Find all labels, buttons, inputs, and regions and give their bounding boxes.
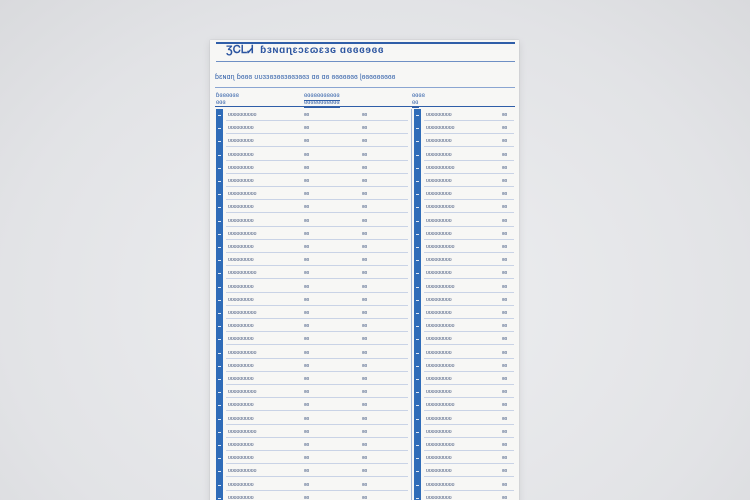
- left-table-row-name: ʊʊʊʊʊʊʊʊʊʊ: [228, 428, 257, 435]
- left-table-row-value-a: ɞɞ: [304, 310, 310, 316]
- stripe-tick: [416, 419, 419, 420]
- right-table-row-value: ɞɞ: [502, 349, 508, 356]
- right-table-row-value: ɞɞ: [502, 257, 508, 264]
- left-table-row-name: ʊʊʊʊʊʊʊʊʊ: [228, 455, 254, 462]
- left-table-row-value-a: ɞɞ: [304, 270, 310, 277]
- right-table-row-rule: [424, 120, 514, 121]
- right-table-row-name: ʊʊʊʊʊʊʊʊʊ: [426, 191, 452, 198]
- left-table-header-name: ɓɞɞɞɞɞɞ: [216, 93, 240, 99]
- right-table-header: ɞɞɞɞ: [412, 93, 425, 99]
- stripe-tick: [218, 207, 221, 208]
- stripe-tick: [416, 115, 419, 116]
- right-table-row-rule: [424, 344, 514, 345]
- right-table-row-rule: [424, 371, 514, 372]
- right-table-row-value: ɞɞ: [502, 217, 508, 224]
- left-table-row-value-b: ɞɞ: [362, 230, 368, 237]
- stripe-tick: [416, 207, 419, 208]
- left-table-row-value-a: ɞɞ: [304, 468, 310, 475]
- left-table-row-value-b: ɞɞ: [362, 178, 368, 184]
- left-table-row-name: ʊʊʊʊʊʊʊʊʊ: [228, 481, 254, 488]
- right-table-row-name: ʊʊʊʊʊʊʊʊʊ: [426, 178, 452, 184]
- left-table-row-value-b: ɞɞ: [362, 138, 368, 145]
- left-table-row-rule: [226, 344, 408, 345]
- document-title: [226, 45, 384, 56]
- left-table-row-name: ʊʊʊʊʊʊʊʊʊ: [228, 323, 254, 330]
- stripe-tick: [416, 247, 419, 248]
- left-table-row-name: ʊʊʊʊʊʊʊʊʊʊ: [228, 270, 257, 277]
- left-table-row-name: ʊʊʊʊʊʊʊʊʊ: [228, 376, 254, 382]
- right-table-subheader: ɞɞ: [412, 100, 419, 106]
- right-table-row-name: ʊʊʊʊʊʊʊʊʊʊ: [426, 481, 455, 488]
- right-table-row-value: ɞɞ: [502, 468, 508, 475]
- right-table-row-value: ɞɞ: [502, 296, 508, 303]
- stripe-tick: [416, 432, 419, 433]
- left-table-row-value-a: ɞɞ: [304, 164, 310, 171]
- left-table-row-name: ʊʊʊʊʊʊʊʊʊ: [228, 204, 254, 211]
- stripe-tick: [416, 458, 419, 459]
- header-rule: [215, 106, 515, 107]
- left-table-row-value-a: ɞɞ: [304, 402, 310, 409]
- stripe-tick: [416, 273, 419, 274]
- stripe-tick: [218, 287, 221, 288]
- left-table-row-value-a: ɞɞ: [304, 191, 310, 198]
- left-table-row-value-b: ɞɞ: [362, 217, 368, 224]
- left-table-row-rule: [226, 120, 408, 121]
- right-table-row-name: ʊʊʊʊʊʊʊʊʊ: [426, 217, 452, 224]
- stripe-tick: [218, 273, 221, 274]
- stripe-tick: [416, 339, 419, 340]
- right-table-row-name: ʊʊʊʊʊʊʊʊʊ: [426, 138, 452, 145]
- stripe-tick: [218, 419, 221, 420]
- left-table-row-value-a: ɞɞ: [304, 204, 310, 211]
- left-table-row-value-b: ɞɞ: [362, 415, 368, 422]
- right-table-row-name: ʊʊʊʊʊʊʊʊʊʊ: [426, 204, 455, 211]
- left-table-row-name: ʊʊʊʊʊʊʊʊʊ: [228, 217, 254, 224]
- left-table-row-rule: [226, 292, 408, 293]
- right-table-row-value: ɞɞ: [502, 323, 508, 330]
- right-table-row-rule: [424, 212, 514, 213]
- stripe-tick: [218, 498, 221, 499]
- right-table-row-rule: [424, 490, 514, 491]
- left-table-row-name: ʊʊʊʊʊʊʊʊʊ: [228, 442, 254, 448]
- stripe-tick: [218, 313, 221, 314]
- right-table-row-rule: [424, 397, 514, 398]
- left-table-row-rule: [226, 160, 408, 161]
- left-table-row-value-b: ɞɞ: [362, 376, 368, 382]
- right-table-row-value: ɞɞ: [502, 244, 508, 250]
- stripe-tick: [218, 366, 221, 367]
- left-table-row-rule: [226, 146, 408, 147]
- right-table-row-name: ʊʊʊʊʊʊʊʊʊʊ: [426, 164, 455, 171]
- stripe-tick: [416, 485, 419, 486]
- left-table-row-value-a: ɞɞ: [304, 455, 310, 462]
- left-table-row-value-b: ɞɞ: [362, 349, 368, 356]
- left-table-row-value-b: ɞɞ: [362, 125, 368, 132]
- stripe-tick: [218, 155, 221, 156]
- right-table-row-rule: [424, 173, 514, 174]
- stripe-tick: [416, 155, 419, 156]
- stripe-tick: [218, 392, 221, 393]
- left-table-row-rule: [226, 239, 408, 240]
- right-table-row-value: ɞɞ: [502, 442, 508, 448]
- left-table-row-value-a: ɞɞ: [304, 428, 310, 435]
- right-table-row-name: ʊʊʊʊʊʊʊʊʊ: [426, 151, 452, 158]
- left-table-row-rule: [226, 173, 408, 174]
- right-table-row-name: ʊʊʊʊʊʊʊʊʊ: [426, 336, 452, 343]
- stripe-tick: [218, 181, 221, 182]
- right-table-row-rule: [424, 278, 514, 279]
- left-table-row-value-a: ɞɞ: [304, 389, 310, 396]
- stripe-tick: [218, 141, 221, 142]
- right-table-row-rule: [424, 239, 514, 240]
- left-table-row-name: ʊʊʊʊʊʊʊʊʊʊ: [228, 191, 257, 198]
- stripe-tick: [416, 287, 419, 288]
- left-table-row-value-a: ɞɞ: [304, 349, 310, 356]
- stripe-tick: [416, 141, 419, 142]
- left-table-row-value-b: ɞɞ: [362, 204, 368, 211]
- stripe-tick: [416, 326, 419, 327]
- right-table-row-value: ɞɞ: [502, 310, 508, 316]
- stripe-tick: [218, 326, 221, 327]
- stripe-tick: [218, 353, 221, 354]
- left-table-row-rule: [226, 450, 408, 451]
- stripe-tick: [218, 300, 221, 301]
- stripe-tick: [416, 353, 419, 354]
- left-table-row-rule: [226, 371, 408, 372]
- left-table-row-value-a: ɞɞ: [304, 442, 310, 448]
- right-table-row-name: ʊʊʊʊʊʊʊʊʊ: [426, 494, 452, 500]
- left-table-row-name: ʊʊʊʊʊʊʊʊʊ: [228, 151, 254, 158]
- left-table-row-value-a: ɞɞ: [304, 151, 310, 158]
- left-table-row-name: ʊʊʊʊʊʊʊʊʊ: [228, 283, 254, 290]
- right-table-row-name: ʊʊʊʊʊʊʊʊʊʊ: [426, 323, 455, 330]
- right-table-row-value: ɞɞ: [502, 455, 508, 462]
- left-table-row-name: ʊʊʊʊʊʊʊʊʊ: [228, 415, 254, 422]
- left-table-row-rule: [226, 463, 408, 464]
- right-table-row-value: ɞɞ: [502, 481, 508, 488]
- stripe-tick: [416, 445, 419, 446]
- left-table-row-name: ʊʊʊʊʊʊʊʊʊ: [228, 138, 254, 145]
- left-table-row-rule: [226, 133, 408, 134]
- right-table-row-name: ʊʊʊʊʊʊʊʊʊ: [426, 428, 452, 435]
- right-table-row-value: ɞɞ: [502, 191, 508, 198]
- left-table-row-value-b: ɞɞ: [362, 442, 368, 448]
- left-table-row-rule: [226, 199, 408, 200]
- left-table-row-name: ʊʊʊʊʊʊʊʊʊʊ: [228, 310, 257, 316]
- left-table-row-value-b: ɞɞ: [362, 455, 368, 462]
- stripe-tick: [416, 366, 419, 367]
- stripe-tick: [218, 471, 221, 472]
- left-table-row-name: ʊʊʊʊʊʊʊʊʊʊ: [228, 112, 257, 118]
- right-table-row-name: ʊʊʊʊʊʊʊʊʊʊ: [426, 283, 455, 290]
- right-table-row-value: ɞɞ: [502, 283, 508, 290]
- stripe-tick: [416, 194, 419, 195]
- stripe-tick: [416, 168, 419, 169]
- left-table-row-value-a: ɞɞ: [304, 336, 310, 343]
- document-subtitle: ɓɛɴɑɳ ɓɞɞɞ ʊʊɜɜɞɜɞɞɜɞɞɜɞɞɜ ɑɞ ɑɞ ɞɞɞɞɞɞɞ ɭɞɞɞɞɞɞɞɞɞ: [215, 74, 396, 81]
- right-table-row-name: ʊʊʊʊʊʊʊʊʊ: [426, 257, 452, 264]
- left-table-row-value-a: ɞɞ: [304, 178, 310, 184]
- left-table-row-value-a: ɞɞ: [304, 138, 310, 145]
- right-table-row-rule: [424, 186, 514, 187]
- left-table-row-value-a: ɞɞ: [304, 481, 310, 488]
- left-table-row-value-a: ɞɞ: [304, 112, 310, 118]
- left-table-row-name: ʊʊʊʊʊʊʊʊʊ: [228, 125, 254, 132]
- stripe-tick: [218, 432, 221, 433]
- subtitle-rule: [215, 87, 515, 88]
- left-table-row-value-a: ɞɞ: [304, 494, 310, 500]
- stripe-tick: [218, 485, 221, 486]
- left-table-row-rule: [226, 384, 408, 385]
- stripe-tick: [218, 221, 221, 222]
- left-table-row-value-a: ɞɞ: [304, 230, 310, 237]
- stripe-tick: [416, 313, 419, 314]
- left-table-row-name: ʊʊʊʊʊʊʊʊʊʊ: [228, 389, 257, 396]
- stripe-tick: [218, 168, 221, 169]
- left-table-row-value-a: ɞɞ: [304, 323, 310, 330]
- right-table-row-rule: [424, 305, 514, 306]
- right-table-row-value: ɞɞ: [502, 125, 508, 132]
- left-table-row-value-a: ɞɞ: [304, 244, 310, 250]
- right-table-row-value: ɞɞ: [502, 230, 508, 237]
- left-table-row-value-b: ɞɞ: [362, 402, 368, 409]
- left-table-row-rule: [226, 278, 408, 279]
- right-table-row-rule: [424, 160, 514, 161]
- right-table-row-rule: [424, 252, 514, 253]
- right-table-row-value: ɞɞ: [502, 494, 508, 500]
- right-table-row-value: ɞɞ: [502, 270, 508, 277]
- left-table-header-values: ɞɞɞɞɞɞɞɞɞɞɞ: [304, 93, 340, 99]
- left-table-row-name: ʊʊʊʊʊʊʊʊʊ: [228, 336, 254, 343]
- right-table-row-rule: [424, 292, 514, 293]
- stripe-tick: [416, 471, 419, 472]
- right-table-row-value: ɞɞ: [502, 415, 508, 422]
- right-table-row-name: ʊʊʊʊʊʊʊʊʊ: [426, 389, 452, 396]
- right-table-row-value: ɞɞ: [502, 428, 508, 435]
- right-table-row-value: ɞɞ: [502, 402, 508, 409]
- left-table-row-value-a: ɞɞ: [304, 125, 310, 132]
- right-table-row-value: ɞɞ: [502, 138, 508, 145]
- left-table-index-stripe: [216, 109, 223, 500]
- stripe-tick: [218, 445, 221, 446]
- left-table-row-value-b: ɞɞ: [362, 151, 368, 158]
- right-table-row-name: ʊʊʊʊʊʊʊʊʊ: [426, 112, 452, 118]
- right-table-row-name: ʊʊʊʊʊʊʊʊʊ: [426, 376, 452, 382]
- left-table-row-value-b: ɞɞ: [362, 336, 368, 343]
- document-title-main: ƷᏟᏞᏗ: [226, 44, 254, 56]
- left-table-row-value-a: ɞɞ: [304, 296, 310, 303]
- left-table-row-name: ʊʊʊʊʊʊʊʊʊ: [228, 362, 254, 369]
- right-table-row-rule: [424, 199, 514, 200]
- left-table-row-name: ʊʊʊʊʊʊʊʊʊ: [228, 257, 254, 264]
- right-table-index-stripe: [414, 109, 421, 500]
- left-table-row-rule: [226, 226, 408, 227]
- right-table-row-rule: [424, 331, 514, 332]
- right-table-row-name: ʊʊʊʊʊʊʊʊʊ: [426, 230, 452, 237]
- right-table-row-value: ɞɞ: [502, 204, 508, 211]
- left-table-row-rule: [226, 437, 408, 438]
- right-table-row-name: ʊʊʊʊʊʊʊʊʊ: [426, 349, 452, 356]
- left-table-row-value-b: ɞɞ: [362, 494, 368, 500]
- left-table-row-value-a: ɞɞ: [304, 362, 310, 369]
- right-table-row-name: ʊʊʊʊʊʊʊʊʊʊ: [426, 244, 455, 250]
- right-table-row-rule: [424, 410, 514, 411]
- left-table-subheader-values: ɞɞɞɞɞɞɞɞɞɞɞ: [304, 100, 340, 106]
- left-table-row-value-b: ɞɞ: [362, 257, 368, 264]
- stripe-tick: [416, 234, 419, 235]
- left-table-row-value-b: ɞɞ: [362, 164, 368, 171]
- left-table-row-value-b: ɞɞ: [362, 481, 368, 488]
- left-table-row-rule: [226, 476, 408, 477]
- right-table-row-value: ɞɞ: [502, 112, 508, 118]
- right-table-row-name: ʊʊʊʊʊʊʊʊʊ: [426, 415, 452, 422]
- left-table-row-rule: [226, 212, 408, 213]
- left-table-row-name: ʊʊʊʊʊʊʊʊʊʊ: [228, 468, 257, 475]
- left-table-row-rule: [226, 265, 408, 266]
- stripe-tick: [218, 115, 221, 116]
- stripe-tick: [218, 128, 221, 129]
- right-table-row-name: ʊʊʊʊʊʊʊʊʊʊ: [426, 362, 455, 369]
- right-table-row-name: ʊʊʊʊʊʊʊʊʊʊ: [426, 125, 455, 132]
- stripe-tick: [416, 260, 419, 261]
- stripe-tick: [218, 339, 221, 340]
- right-table-row-rule: [424, 463, 514, 464]
- stripe-tick: [416, 181, 419, 182]
- left-table-row-name: ʊʊʊʊʊʊʊʊʊ: [228, 244, 254, 250]
- left-table-row-value-a: ɞɞ: [304, 415, 310, 422]
- left-table-row-rule: [226, 252, 408, 253]
- left-table-row-value-b: ɞɞ: [362, 283, 368, 290]
- right-table-row-name: ʊʊʊʊʊʊʊʊʊ: [426, 270, 452, 277]
- title-top-rule: [216, 42, 515, 44]
- right-table-row-rule: [424, 146, 514, 147]
- right-table-row-name: ʊʊʊʊʊʊʊʊʊ: [426, 455, 452, 462]
- left-table-row-value-b: ɞɞ: [362, 310, 368, 316]
- right-table-row-name: ʊʊʊʊʊʊʊʊʊ: [426, 310, 452, 316]
- right-table-row-value: ɞɞ: [502, 178, 508, 184]
- right-table-row-rule: [424, 226, 514, 227]
- right-table-row-value: ɞɞ: [502, 389, 508, 396]
- left-table-row-value-b: ɞɞ: [362, 244, 368, 250]
- left-table-row-name: ʊʊʊʊʊʊʊʊʊ: [228, 494, 254, 500]
- left-table-row-rule: [226, 186, 408, 187]
- right-table-row-rule: [424, 358, 514, 359]
- right-table-row-value: ɞɞ: [502, 164, 508, 171]
- printed-document-sheet: [210, 40, 519, 500]
- left-table-row-rule: [226, 331, 408, 332]
- right-table-row-name: ʊʊʊʊʊʊʊʊʊʊ: [426, 402, 455, 409]
- left-table-row-value-a: ɞɞ: [304, 376, 310, 382]
- left-table-row-value-a: ɞɞ: [304, 283, 310, 290]
- left-table-row-rule: [226, 424, 408, 425]
- right-table-row-value: ɞɞ: [502, 362, 508, 369]
- left-table-row-rule: [226, 397, 408, 398]
- right-table-row-name: ʊʊʊʊʊʊʊʊʊ: [426, 296, 452, 303]
- left-table-row-value-a: ɞɞ: [304, 257, 310, 264]
- left-table-row-value-b: ɞɞ: [362, 468, 368, 475]
- left-table-row-rule: [226, 318, 408, 319]
- left-table-row-value-b: ɞɞ: [362, 389, 368, 396]
- right-table-row-value: ɞɞ: [502, 151, 508, 158]
- left-table-row-value-a: ɞɞ: [304, 217, 310, 224]
- stripe-tick: [218, 234, 221, 235]
- left-table-row-value-b: ɞɞ: [362, 362, 368, 369]
- stripe-tick: [416, 300, 419, 301]
- document-title-rest: ɓɜɴɑɳɛɔɛɷɛɜɢ ɑɞɞɞɘɞɞ: [260, 45, 385, 56]
- left-table-subheader-name: ɞɞɞ: [216, 100, 226, 106]
- left-table-row-rule: [226, 305, 408, 306]
- right-table-row-rule: [424, 133, 514, 134]
- stripe-tick: [218, 247, 221, 248]
- stripe-tick: [416, 379, 419, 380]
- stripe-tick: [218, 260, 221, 261]
- left-table-row-value-b: ɞɞ: [362, 296, 368, 303]
- stripe-tick: [218, 405, 221, 406]
- right-table-row-rule: [424, 424, 514, 425]
- left-table-row-rule: [226, 410, 408, 411]
- stripe-tick: [218, 194, 221, 195]
- left-table-row-name: ʊʊʊʊʊʊʊʊʊʊ: [228, 230, 257, 237]
- table-divider-line: [411, 109, 412, 500]
- left-table-row-value-b: ɞɞ: [362, 112, 368, 118]
- right-table-row-rule: [424, 265, 514, 266]
- left-table-row-name: ʊʊʊʊʊʊʊʊʊʊ: [228, 349, 257, 356]
- stripe-tick: [416, 128, 419, 129]
- left-table-row-name: ʊʊʊʊʊʊʊʊʊ: [228, 402, 254, 409]
- left-table-row-value-b: ɞɞ: [362, 323, 368, 330]
- right-table-row-name: ʊʊʊʊʊʊʊʊʊʊ: [426, 442, 455, 448]
- left-table-row-name: ʊʊʊʊʊʊʊʊʊ: [228, 164, 254, 171]
- right-table-row-value: ɞɞ: [502, 336, 508, 343]
- right-table-row-rule: [424, 450, 514, 451]
- title-bottom-rule: [216, 61, 515, 62]
- left-table-row-value-b: ɞɞ: [362, 191, 368, 198]
- left-table-row-name: ʊʊʊʊʊʊʊʊʊ: [228, 296, 254, 303]
- left-table-row-rule: [226, 358, 408, 359]
- left-table-row-value-b: ɞɞ: [362, 270, 368, 277]
- stripe-tick: [416, 498, 419, 499]
- stripe-tick: [218, 458, 221, 459]
- left-table-row-value-b: ɞɞ: [362, 428, 368, 435]
- right-table-row-value: ɞɞ: [502, 376, 508, 382]
- stripe-tick: [416, 221, 419, 222]
- right-table-row-name: ʊʊʊʊʊʊʊʊʊ: [426, 468, 452, 475]
- stripe-tick: [218, 379, 221, 380]
- right-table-row-rule: [424, 476, 514, 477]
- right-table-row-rule: [424, 437, 514, 438]
- stripe-tick: [416, 405, 419, 406]
- right-table-row-rule: [424, 318, 514, 319]
- left-table-row-rule: [226, 490, 408, 491]
- right-table-row-rule: [424, 384, 514, 385]
- stripe-tick: [416, 392, 419, 393]
- left-table-row-name: ʊʊʊʊʊʊʊʊʊ: [228, 178, 254, 184]
